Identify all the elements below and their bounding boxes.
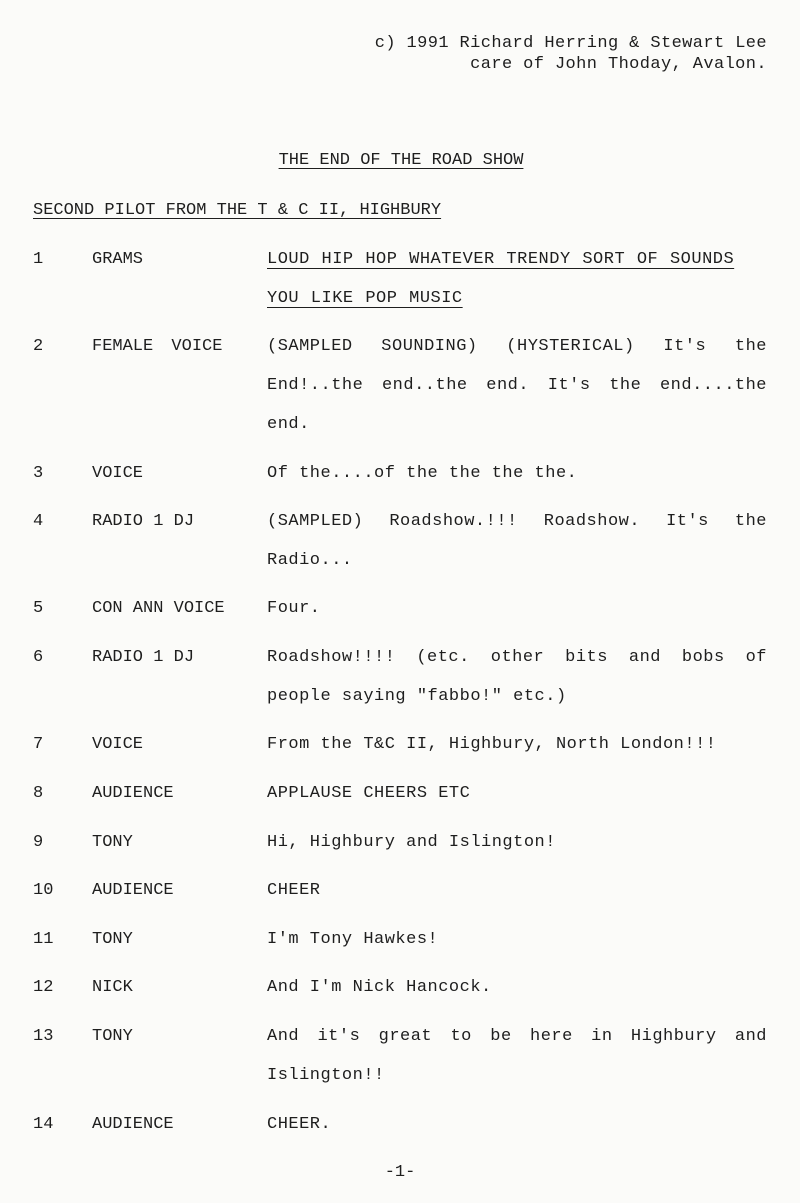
cue-number: 3	[33, 464, 44, 483]
cue-speaker: AUDIENCE	[92, 784, 174, 803]
cue-text: (SAMPLED) Roadshow.!!! Roadshow. It's the Radio...	[267, 512, 767, 570]
cue-number: 8	[33, 784, 44, 803]
cue-number: 9	[33, 833, 44, 852]
cue-speaker: GRAMS	[92, 250, 144, 269]
cue-number: 14	[33, 1115, 54, 1134]
script-title-container	[0, 150, 800, 171]
cue-speaker: RADIO 1 DJ	[92, 512, 195, 531]
copyright-line-1: c) 1991 Richard Herring & Stewart Lee	[374, 34, 767, 53]
script-title: THE END OF THE ROAD SHOW	[278, 151, 524, 170]
cue-text: LOUD HIP HOP WHATEVER TRENDY SORT OF SOUNDS YOU LIKE POP MUSIC	[267, 250, 735, 308]
cue-speaker: TONY	[92, 930, 133, 949]
cue-speaker: NICK	[92, 978, 133, 997]
cue-text: And it's great to be here in Highbury and Islington!!	[267, 1027, 767, 1085]
cue-speaker: TONY	[92, 1027, 133, 1046]
cue-speaker: RADIO 1 DJ	[92, 648, 195, 667]
cue-text: CHEER.	[267, 1115, 332, 1134]
cue-number: 2	[33, 337, 44, 356]
cue-text: Roadshow!!!! (etc. other bits and bobs of people saying "fabbo!" etc.)	[267, 648, 767, 706]
cue-number: 1	[33, 250, 44, 269]
cue-text: From the T&C II, Highbury, North London!!!	[267, 735, 717, 754]
cue-text: (SAMPLED SOUNDING) (HYSTERICAL) It's the End!..the end..the end. It's the end....the end.	[267, 337, 767, 434]
cue-text: Of the....of the the the the.	[267, 464, 578, 483]
cue-number: 7	[33, 735, 44, 754]
cue-speaker: AUDIENCE	[92, 1115, 174, 1134]
cue-speaker: CON ANN VOICE	[92, 599, 225, 618]
copyright-line-2: care of John Thoday, Avalon.	[470, 55, 767, 74]
cue-speaker: FEMALE VOICE	[92, 337, 223, 356]
cue-speaker: AUDIENCE	[92, 881, 174, 900]
cue-text: And I'm Nick Hancock.	[267, 978, 492, 997]
cue-number: 4	[33, 512, 44, 531]
cue-number: 12	[33, 978, 54, 997]
cue-speaker: VOICE	[92, 735, 144, 754]
cue-speaker: VOICE	[92, 464, 144, 483]
cue-text: Hi, Highbury and Islington!	[267, 833, 556, 852]
cue-number: 5	[33, 599, 44, 618]
cue-number: 6	[33, 648, 44, 667]
cue-text: CHEER	[267, 881, 321, 900]
cue-number: 13	[33, 1027, 54, 1046]
script-subtitle: SECOND PILOT FROM THE T & C II, HIGHBURY	[33, 201, 442, 220]
cue-number: 11	[33, 930, 54, 949]
page-number: -1-	[384, 1163, 416, 1182]
cue-text: I'm Tony Hawkes!	[267, 930, 439, 949]
cue-text: Four.	[267, 599, 321, 618]
cue-speaker: TONY	[92, 833, 133, 852]
copyright-notice	[375, 33, 767, 75]
cue-text: APPLAUSE CHEERS ETC	[267, 784, 471, 803]
cue-number: 10	[33, 881, 54, 900]
